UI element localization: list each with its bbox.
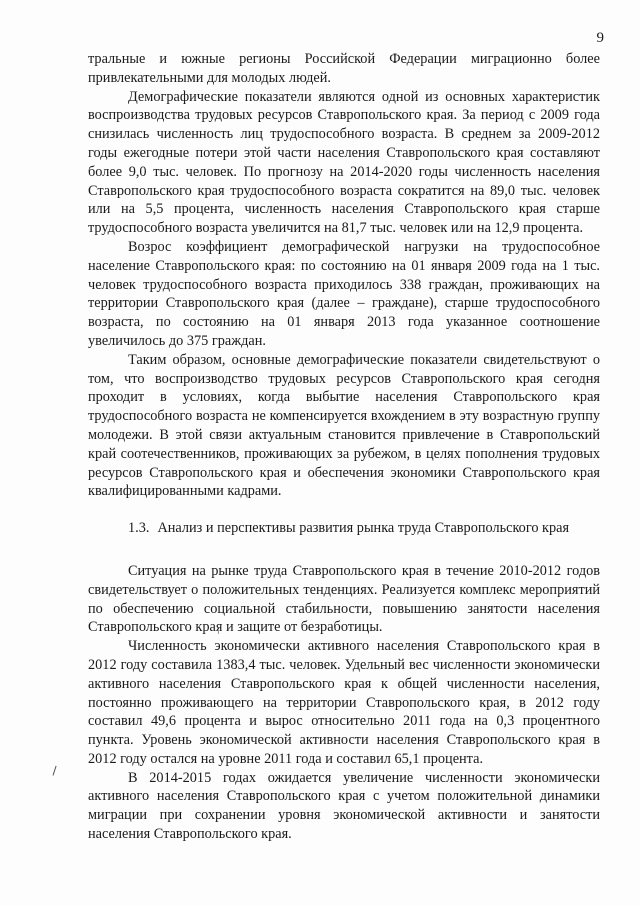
- section-number: 1.3.: [128, 520, 150, 537]
- paragraph-forecast: В 2014-2015 годах ожидается увеличение численности экономически активного населения Ставропольского края с учетом положительной динамики миграции при сохранении уровня экономической активности и занятости населения Ставропольского края.: [88, 769, 600, 843]
- section-title: Анализ и перспективы развития рынка труда Ставропольского края: [157, 520, 570, 537]
- paragraph-continuation: тральные и южные регионы Российской Федерации миграционно более привлекательными для молодых людей.: [88, 51, 600, 86]
- paragraph-labor-market: Ситуация на рынке труда Ставропольского края в течение 2010-2012 годов свидетельствует о положительных тенденциях. Реализуется комплекс мероприятий по обеспечению социальной стабильности, повышению занятости населения Ставропольского края и защите от безработицы.: [88, 562, 600, 636]
- document-body: [88, 50, 600, 844]
- scan-speck: [218, 630, 220, 634]
- margin-pen-mark: [53, 766, 59, 776]
- paragraph-demographics: Демографические показатели являются одной из основных характеристик воспроизводства трудовых ресурсов Ставропольского края. За период с 2009 года снизилась численность лиц трудоспособного возраста. В среднем за 2009-2012 годы ежегодные потери этой части населения Ставропольского края составляют более 9,0 тыс. человек. По прогнозу на 2014-2020 годы численность населения Ставропольского края трудоспособного возраста сократится на 89,0 тыс. человек или на 5,5 процента, численность населения Ставропольского края старше трудоспособного возраста увеличится на 81,7 тыс. человек или на 12,9 процента.: [88, 88, 600, 237]
- section-heading: [88, 519, 600, 538]
- paragraph-active-population: Численность экономически активного населения Ставропольского края в 2012 году составила 1383,4 тыс. человек. Удельный вес численности экономически активного населения Ставропольского края к общей численности населения, постоянно проживающего на территории Ставропольского края, в 2012 году составил 49,6 процента и вырос относительно 2011 года на 0,3 процентного пункта. Уровень экономической активности населения Ставропольского края в 2012 году остался на уровне 2011 года и составил 65,1 процента.: [88, 638, 600, 767]
- page-number: 9: [596, 30, 604, 46]
- paragraph-conclusion: Таким образом, основные демографические показатели свидетельствуют о том, что воспроизводство трудовых ресурсов Ставропольского края сегодня проходит в условиях, когда выбытие населения Ставропольского края трудоспособного возраста не компенсируется вхождением в эту возрастную группу молодежи. В этой связи актуальным становится привлечение в Ставропольский край соотечественников, проживающих за рубежом, в целях пополнения трудовых ресурсов Ставропольского края и обеспечения экономики Ставропольского края квалифицированными кадрами.: [88, 351, 600, 500]
- paragraph-load-coefficient: Возрос коэффициент демографической нагрузки на трудоспособное население Ставропольского края: по состоянию на 01 января 2009 года на 1 тыс. человек трудоспособного возраста приходилось 338 граждан, проживающих на территории Ставропольского края (далее – граждане), старше трудоспособного возраста, по состоянию на 01 января 2013 года указанное соотношение увеличилось до 375 граждан.: [88, 238, 600, 349]
